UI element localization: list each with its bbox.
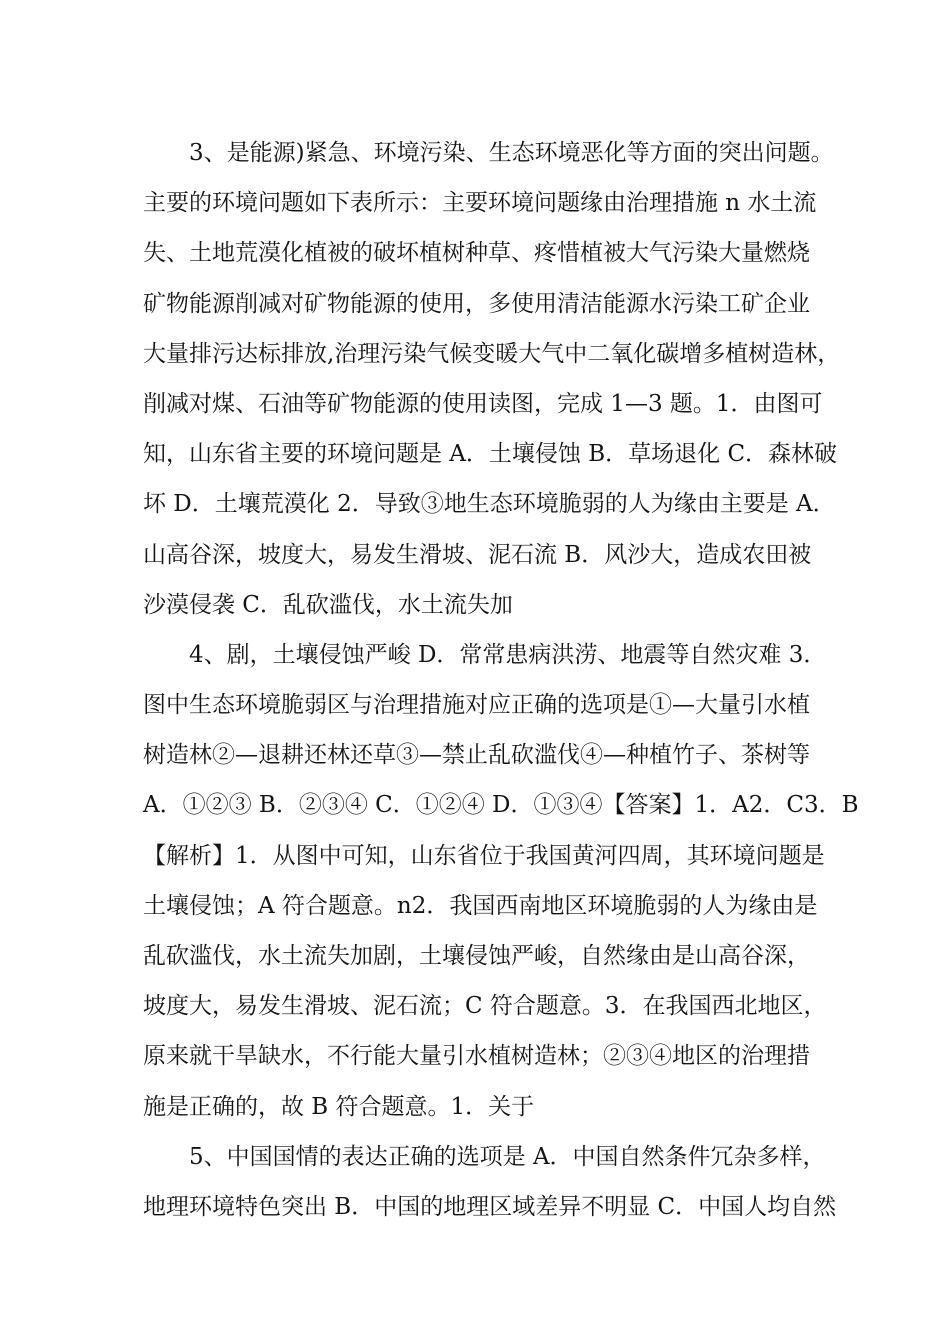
paragraph-3-line-6: 削减对煤、石油等矿物能源的使用读图，完成 1—3 题。1．由图可 (143, 390, 823, 417)
paragraph-3-line-5: 大量排污达标排放,治理污染气候变暖大气中二氧化碳增多植树造林， (143, 340, 841, 367)
paragraph-4-line-10: 施是正确的，故 B 符合题意。1．关于 (143, 1093, 535, 1120)
paragraph-4-line-3: 树造林②—退耕还林还草③—禁止乱砍滥伐④—种植竹子、茶树等 (143, 742, 810, 769)
paragraph-5-line-2: 地理环境特色突出 B．中国的地理区域差异不明显 C．中国人均自然 (143, 1193, 837, 1220)
paragraph-4-line-5: 【解析】1．从图中可知，山东省位于我国黄河四周，其环境问题是 (143, 842, 825, 869)
paragraph-4-line-2: 图中生态环境脆弱区与治理措施对应正确的选项是①—大量引水植 (143, 692, 810, 719)
paragraph-5-line-1: 5、中国国情的表达正确的选项是 A．中国自然条件冗杂多样， (189, 1143, 826, 1170)
paragraph-4-line-8: 坡度大，易发生滑坡、泥石流；C 符合题意。3．在我国西北地区， (143, 993, 827, 1020)
paragraph-4-line-1: 4、剧，土壤侵蚀严峻 D．常常患病洪涝、地震等自然灾难 3． (189, 641, 827, 668)
paragraph-3-line-9: 山高谷深，坡度大，易发生滑坡、泥石流 B．风沙大，造成农田被 (143, 541, 812, 568)
paragraph-3-line-1: 3、是能源)紧急、环境污染、生态环境恶化等方面的突出问题。 (189, 140, 834, 166)
paragraph-3-line-3: 失、土地荒漠化植被的破坏植树种草、疼惜植被大气污染大量燃烧 (143, 240, 810, 267)
paragraph-4-line-4: A．①②③ B．②③④ C．①②④ D．①③④【答案】1．A2．C3．B (143, 792, 859, 819)
paragraph-4-line-9: 原来就干旱缺水，不行能大量引水植树造林；②③④地区的治理措 (143, 1043, 810, 1070)
paragraph-3-line-8: 坏 D．土壤荒漠化 2．导致③地生态环境脆弱的人为缘由主要是 A． (143, 491, 836, 518)
paragraph-3-line-7: 知，山东省主要的环境问题是 A．土壤侵蚀 B．草场退化 C．森林破 (143, 441, 838, 468)
paragraph-3-line-4: 矿物能源削减对矿物能源的使用，多使用清洁能源水污染工矿企业 (143, 290, 810, 317)
paragraph-4-line-6: 土壤侵蚀；A 符合题意。n2．我国西南地区环境脆弱的人为缘由是 (143, 892, 818, 919)
paragraph-3-line-2: 主要的环境问题如下表所示：主要环境问题缘由治理措施 n 水土流 (143, 190, 817, 217)
document-body (143, 128, 859, 1232)
paragraph-3-line-10: 沙漠侵袭 C．乱砍滥伐，水土流失加 (143, 591, 513, 618)
paragraph-4-line-7: 乱砍滥伐，水土流失加剧，土壤侵蚀严峻，自然缘由是山高谷深， (143, 943, 810, 969)
